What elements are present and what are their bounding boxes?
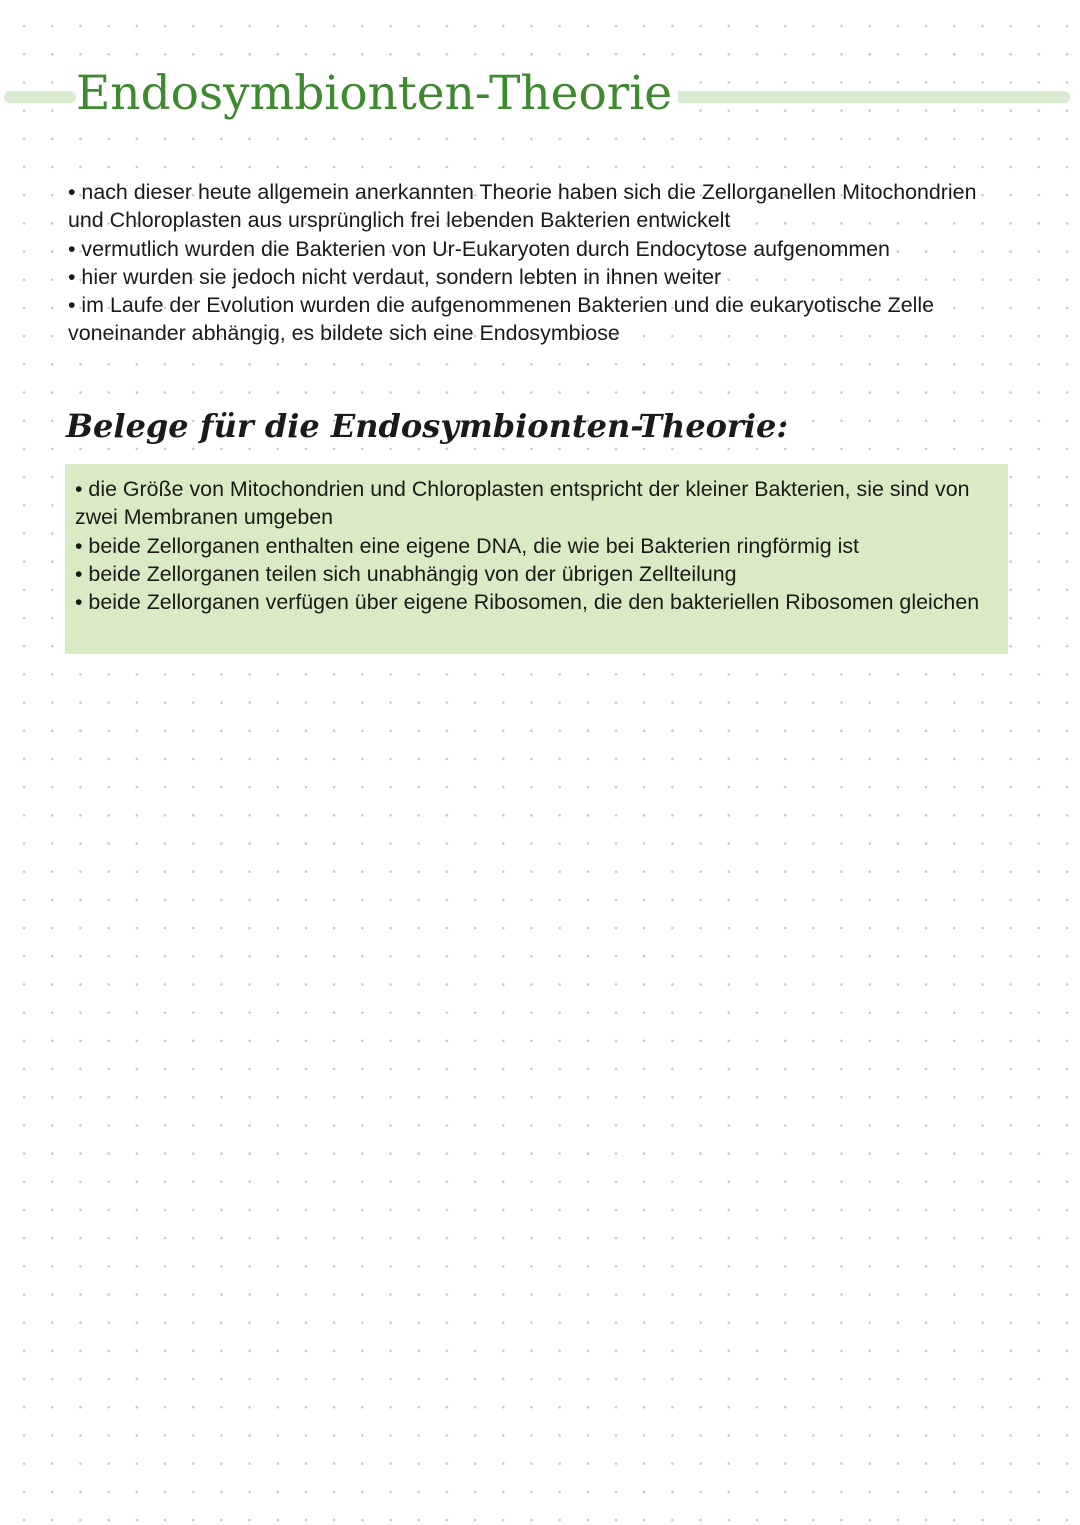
intro-bullet-1: • nach dieser heute allgemein anerkannten Theorie haben sich die Zellorganellen Mitochondrien und Chloroplasten aus ursprünglich frei lebenden Bakterien entwickelt <box>68 180 977 233</box>
intro-text-block <box>68 178 1013 348</box>
evidence-heading: Belege für die Endosymbionten-Theorie: <box>66 407 789 445</box>
evidence-bullet-3: • beide Zellorganen teilen sich unabhängig von der übrigen Zellteilung <box>75 561 737 586</box>
intro-bullet-4: • im Laufe der Evolution wurden die aufgenommenen Bakterien und die eukaryotische Zelle voneinander abhängig, es bildete sich eine Endosymbiose <box>68 293 935 346</box>
title-highlight-bar-left <box>4 91 76 103</box>
intro-bullet-2: • vermutlich wurden die Bakterien von Ur-Eukaryoten durch Endocytose aufgenommen <box>68 236 890 261</box>
evidence-bullet-2: • beide Zellorganen enthalten eine eigene DNA, die wie bei Bakterien ringförmig ist <box>75 533 859 558</box>
intro-bullet-3: • hier wurden sie jedoch nicht verdaut, sondern lebten in ihnen weiter <box>68 264 722 289</box>
title-highlight-bar-right <box>648 91 1070 103</box>
evidence-bullet-1: • die Größe von Mitochondrien und Chloroplasten entspricht der kleiner Bakterien, sie sind von zwei Membranen umgeben <box>75 477 970 530</box>
evidence-bullet-4: • beide Zellorganen verfügen über eigene Ribosomen, die den bakteriellen Ribosomen gleichen <box>75 590 980 615</box>
page-title: Endosymbionten-Theorie <box>76 62 678 126</box>
evidence-box <box>65 464 1008 654</box>
